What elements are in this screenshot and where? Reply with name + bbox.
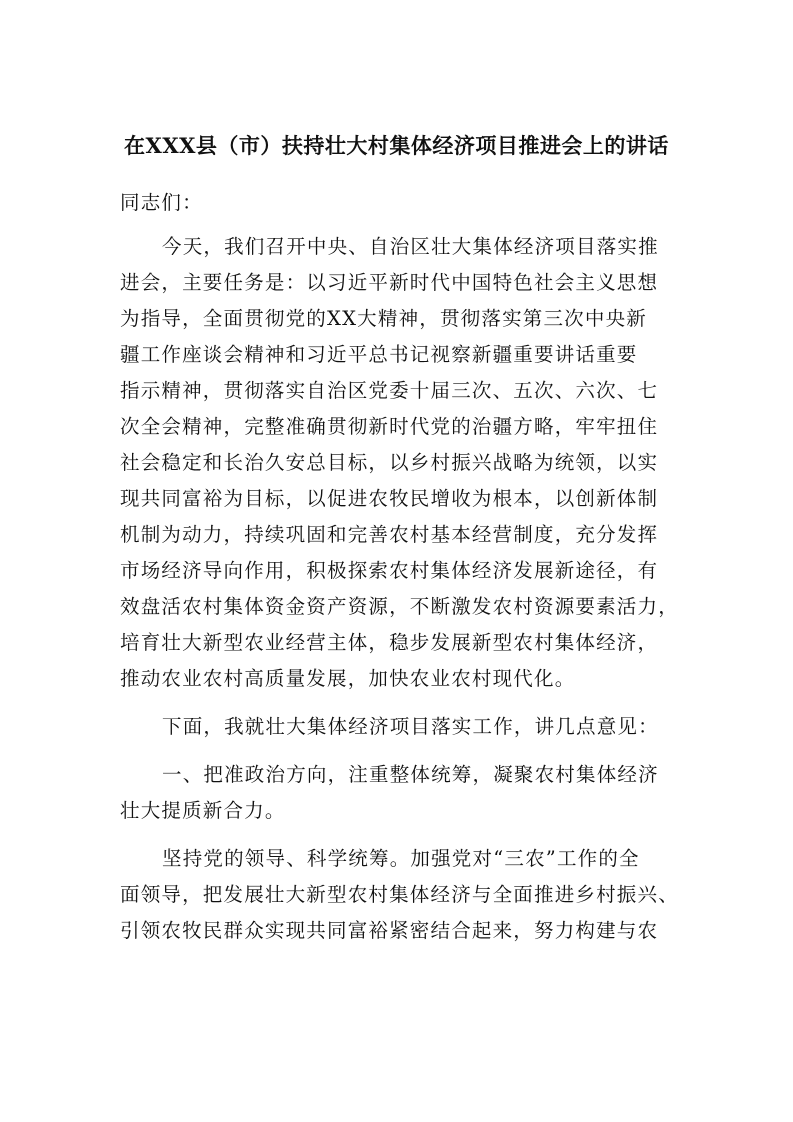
paragraph-line: 次全会精神，完整准确贯彻新时代党的治疆方略，牢牢扭住 <box>120 415 659 438</box>
document-title: 在XXX县（市）扶持壮大村集体经济项目推进会上的讲话 <box>124 133 669 158</box>
paragraph-line: 现共同富裕为目标，以促进农牧民增收为根本，以创新体制 <box>120 487 659 510</box>
paragraph-line: 进会，主要任务是：以习近平新时代中国特色社会主义思想 <box>120 271 659 294</box>
paragraph-line: 市场经济导向作用，积极探索农村集体经济发展新途径，有 <box>120 559 659 582</box>
paragraph-line: 引领农牧民群众实现共同富裕紧密结合起来，努力构建与农 <box>120 919 659 942</box>
paragraph-line: 指示精神，贯彻落实自治区党委十届三次、五次、六次、七 <box>120 379 659 402</box>
salutation: 同志们： <box>120 191 203 214</box>
section-heading-line: 壮大提质新合力。 <box>120 799 286 822</box>
paragraph-line: 推动农业农村高质量发展，加快农业农村现代化。 <box>120 667 576 690</box>
paragraph-line: 疆工作座谈会精神和习近平总书记视察新疆重要讲话重要 <box>120 343 638 366</box>
paragraph-line: 效盘活农村集体资金资产资源，不断激发农村资源要素活力， <box>120 595 679 618</box>
paragraph-line: 机制为动力，持续巩固和完善农村基本经营制度，充分发挥 <box>120 523 659 546</box>
paragraph-line: 坚持党的领导、科学统筹。加强党对“三农”工作的全 <box>162 847 640 870</box>
paragraph-line: 下面，我就壮大集体经济项目落实工作，讲几点意见： <box>162 715 659 738</box>
paragraph-line: 面领导，把发展壮大新型农村集体经济与全面推进乡村振兴、 <box>120 883 679 906</box>
section-heading-line: 一、把准政治方向，注重整体统筹，凝聚农村集体经济 <box>162 763 659 786</box>
paragraph-line: 培育壮大新型农业经营主体，稳步发展新型农村集体经济， <box>120 631 659 654</box>
paragraph-line: 为指导，全面贯彻党的XX大精神，贯彻落实第三次中央新 <box>120 307 647 330</box>
paragraph-line: 今天，我们召开中央、自治区壮大集体经济项目落实推 <box>162 235 659 258</box>
paragraph-line: 社会稳定和长治久安总目标，以乡村振兴战略为统领，以实 <box>120 451 659 474</box>
